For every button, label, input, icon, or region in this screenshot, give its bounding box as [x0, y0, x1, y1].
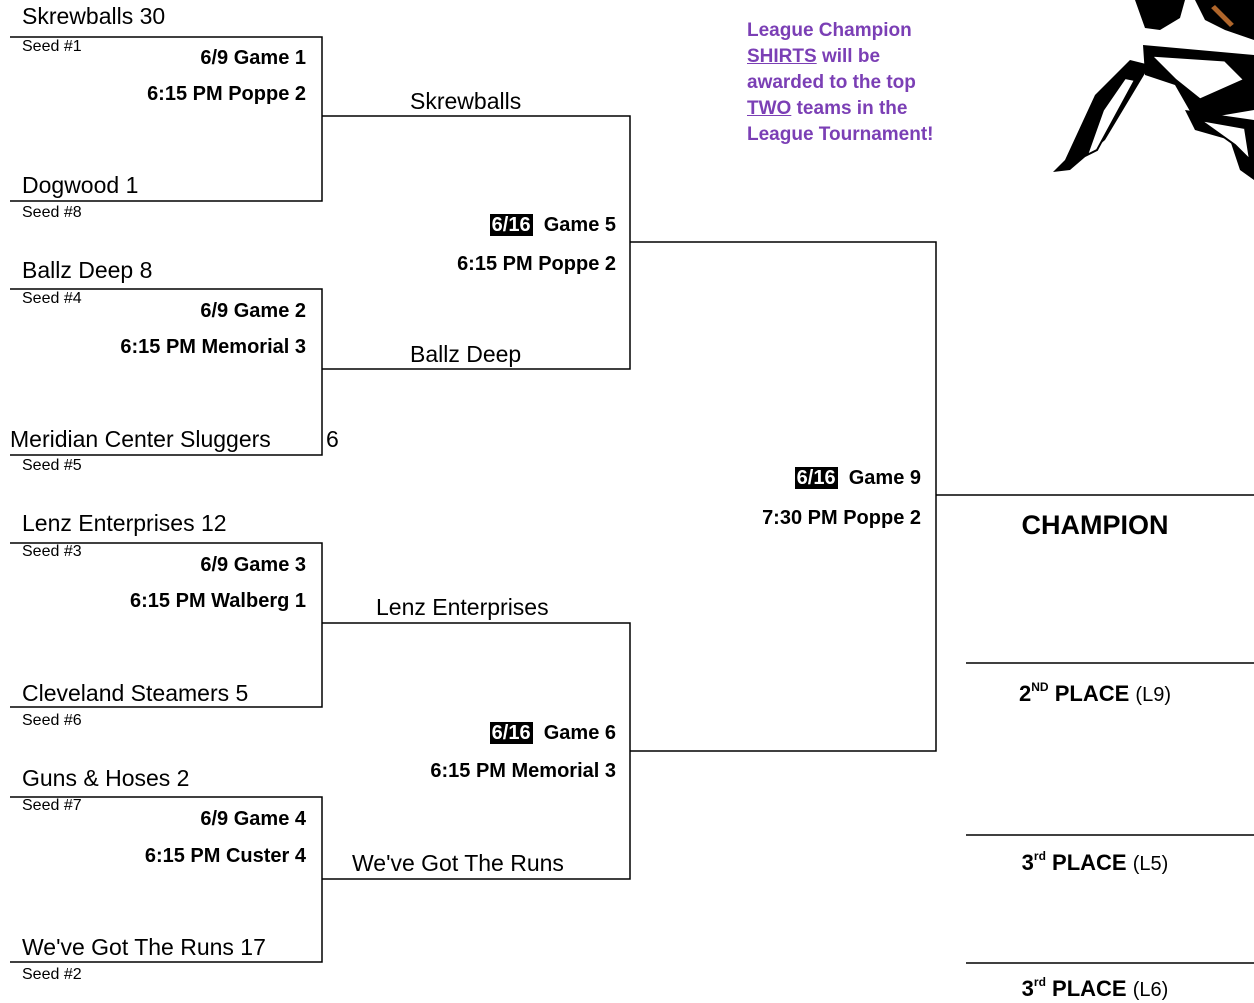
game-9-time: 7:30 PM Poppe 2 — [762, 507, 921, 529]
winner-lenz-enterprises: Lenz Enterprises — [376, 594, 549, 620]
seed-label: Seed #8 — [22, 204, 82, 221]
seed-label: Seed #1 — [22, 38, 82, 55]
third-place-label-a: 3rd PLACE (L5) — [1021, 848, 1169, 875]
team-dogwood: Dogwood 1 — [22, 172, 139, 198]
game-2-date: 6/9 Game 2 — [200, 300, 306, 322]
bracket-game-9 — [630, 242, 936, 751]
seed-label: Seed #6 — [22, 712, 82, 729]
team-score: 6 — [326, 426, 339, 452]
winner-weve-got-the-runs: We've Got The Runs — [352, 850, 564, 876]
second-place-label: 2ND PLACE (L9) — [1019, 679, 1171, 706]
game-4-time: 6:15 PM Custer 4 — [144, 845, 306, 867]
game-5-date: 6/16 Game 5 — [491, 214, 616, 236]
shirts-note: League Champion SHIRTS will be awarded to the top TWO teams in the League Tournament! — [747, 20, 934, 145]
team-meridian-center-sluggers: Meridian Center Sluggers — [10, 426, 271, 452]
seed-label: Seed #2 — [22, 966, 82, 983]
team-weve-got-the-runs-r1: We've Got The Runs 17 — [22, 934, 266, 960]
game-5-time: 6:15 PM Poppe 2 — [457, 253, 616, 275]
game-3-time: 6:15 PM Walberg 1 — [130, 590, 306, 612]
game-3-date: 6/9 Game 3 — [200, 554, 306, 576]
baseball-player-clipart-icon — [1025, 0, 1254, 180]
seed-label: Seed #7 — [22, 797, 82, 814]
game-1-time: 6:15 PM Poppe 2 — [147, 83, 306, 105]
team-lenz-enterprises-r1: Lenz Enterprises 12 — [22, 510, 227, 536]
team-guns-and-hoses: Guns & Hoses 2 — [22, 765, 190, 791]
winner-skrewballs: Skrewballs — [410, 88, 522, 114]
game-1-date: 6/9 Game 1 — [200, 47, 306, 69]
game-6-date: 6/16 Game 6 — [491, 722, 616, 744]
game-4-date: 6/9 Game 4 — [200, 808, 306, 830]
team-skrewballs-r1: Skrewballs 30 — [22, 3, 166, 29]
seed-label: Seed #4 — [22, 290, 82, 307]
game-9-date: 6/16 Game 9 — [796, 467, 921, 489]
team-ballz-deep-r1: Ballz Deep 8 — [22, 257, 153, 283]
team-cleveland-steamers: Cleveland Steamers 5 — [22, 680, 249, 706]
bracket-game-5 — [322, 116, 630, 369]
third-place-label-b: 3rd PLACE (L6) — [1021, 974, 1169, 1001]
game-2-time: 6:15 PM Memorial 3 — [120, 336, 306, 358]
champion-label: CHAMPION — [1021, 510, 1169, 540]
winner-ballz-deep: Ballz Deep — [410, 341, 522, 367]
bracket-game-6 — [322, 623, 630, 879]
seed-label: Seed #3 — [22, 543, 82, 560]
seed-label: Seed #5 — [22, 457, 82, 474]
game-6-time: 6:15 PM Memorial 3 — [430, 760, 616, 782]
